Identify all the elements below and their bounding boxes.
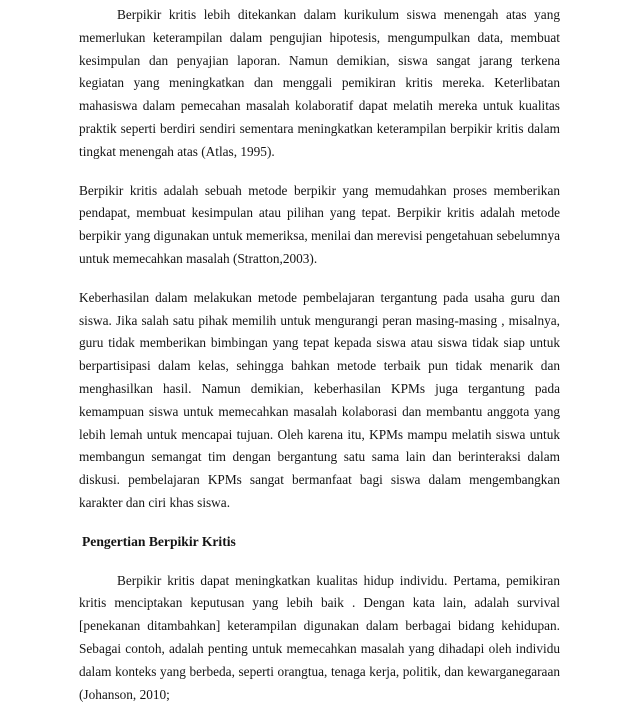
paragraph-section-body: Berpikir kritis dapat meningkatkan kualitas hidup individu. Pertama, pemikiran kritis menciptakan keputusan yang lebih baik . Dengan kata lain, adalah survival [penekanan ditambahkan] keterampilan digunakan dalam berbagai bidang kehidupan. Sebagai contoh, adalah penting untuk memecahkan masalah yang dihadapi oleh individu dalam konteks yang berbeda, seperti orangtua, tenaga kerja, politik, dan kewarganegaraan (Johanson, 2010; bbox=[79, 572, 560, 702]
paragraph-critical-thinking-curriculum: Berpikir kritis lebih ditekankan dalam kurikulum siswa menengah atas yang memerlukan keterampilan dalam pengujian hipotesis, mengumpulkan data, membuat kesimpulan dan penyajian laporan. Namun demikian, siswa sangat jarang terkena kegiatan yang meningkatkan dan menggali pemikiran kritis mereka. Keterlibatan mahasiswa dalam pemecahan masalah kolaboratif dapat melatih mereka untuk kualitas praktik seperti berdiri sendiri sementara meningkatkan keterampilan berpikir kritis dalam tingkat menengah atas (Atlas, 1995). bbox=[79, 7, 560, 159]
paragraph-learning-method-success: Keberhasilan dalam melakukan metode pembelajaran tergantung pada usaha guru dan siswa. Jika salah satu pihak memilih untuk mengurangi peran masing-masing , misalnya, guru tidak memberikan bimbingan yang tepat kepada siswa atau siswa tidak siap untuk berpartisipasi dalam kelas, sehingga bahkan metode terbaik pun tidak menarik dan menghasilkan hasil. Namun demikian, keberhasilan KPMs juga tergantung pada kemampuan siswa untuk memecahkan masalah kolaborasi dan membantu anggota yang lebih lemah untuk mencapai tujuan. Oleh karena itu, KPMs mampu melatih siswa untuk membangun semangat tim dengan bergantung satu sama lain dan berinteraksi dalam diskusi. pembelajaran KPMs sangat bermanfaat bagi siswa dalam mengembangkan karakter dan ciri khas siswa. bbox=[79, 289, 560, 510]
section-heading: Pengertian Berpikir Kritis bbox=[82, 533, 236, 549]
paragraph-critical-thinking-definition: Berpikir kritis adalah sebuah metode berpikir yang memudahkan proses memberikan pendapat, membuat kesimpulan atau pilihan yang tepat. Berpikir kritis adalah metode berpikir yang digunakan untuk memeriksa, menilai dan merevisi pengetahuan sebelumnya untuk memecahkan masalah (Stratton,2003). bbox=[79, 182, 560, 266]
document-page bbox=[79, 4, 560, 722]
